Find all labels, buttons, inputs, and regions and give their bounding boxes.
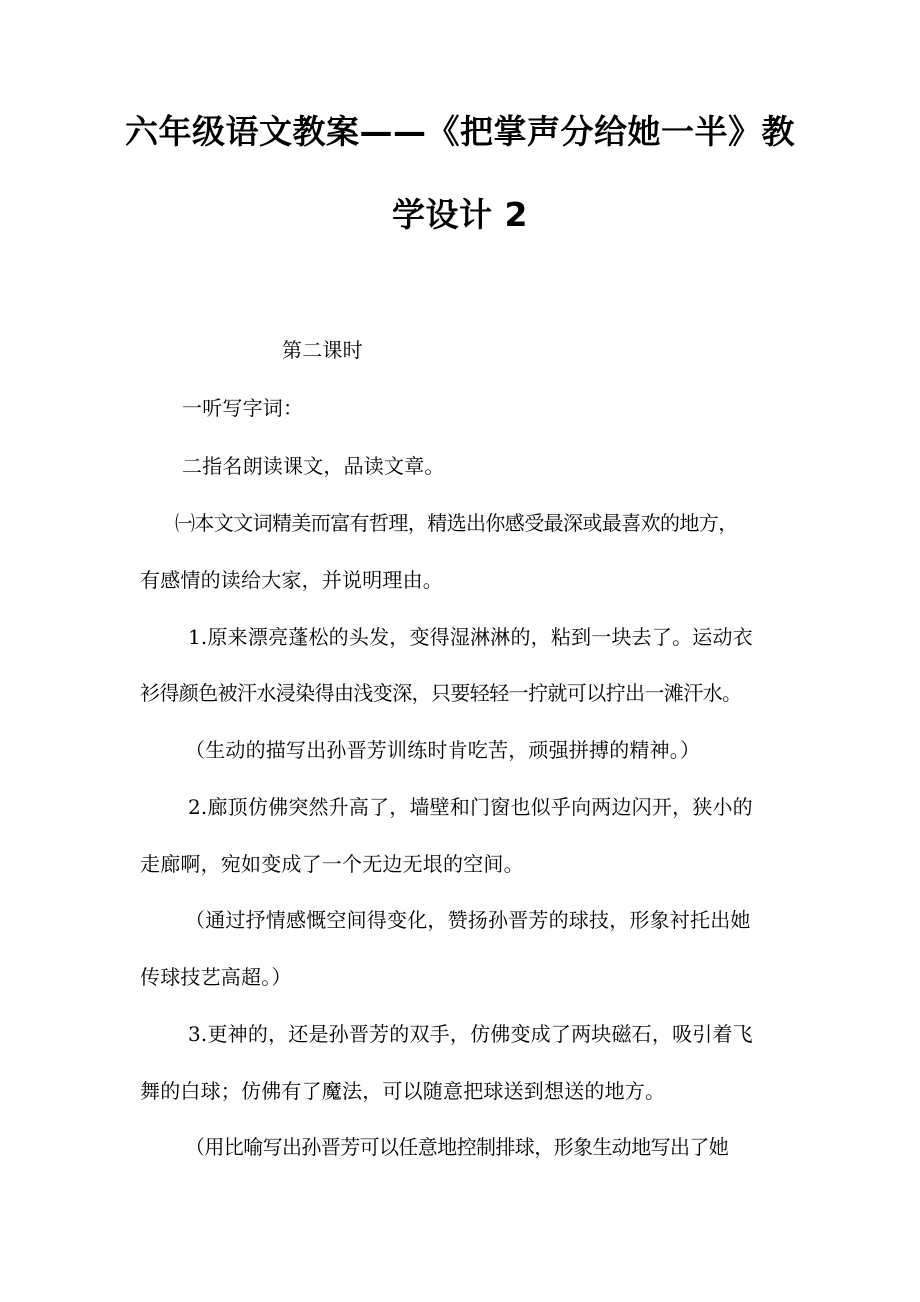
excerpt-2-line-2: 走廊啊，宛如变成了一个无边无垠的空间。 [140,852,524,876]
document-title-line-2: 学设计 2 [392,195,528,234]
excerpt-1-line-2: 衫得颜色被汗水浸染得由浅变深，只要轻轻一拧就可以拧出一滩汗水。 [140,681,742,705]
excerpt-3-line-2: 舞的白球；仿佛有了魔法，可以随意把球送到想送的地方。 [140,1079,666,1103]
excerpt-2-line-1: 2.廊顶仿佛突然升高了，墙壁和门窗也似乎向两边闪开，狭小的 [188,795,753,819]
excerpt-1-line-1: 1.原来漂亮蓬松的头发，变得湿淋淋的，粘到一块去了。运动衣 [188,625,753,649]
excerpt-2-comment-line-1: （通过抒情感慨空间得变化，赞扬孙晋芳的球技，形象衬托出她 [185,908,751,932]
excerpt-1-comment: （生动的描写出孙晋芳训练时肯吃苦，顽强拼搏的精神。） [185,738,701,762]
excerpt-3-comment-line-1: （用比喻写出孙晋芳可以任意地控制排球，形象生动地写出了她 [185,1135,729,1159]
excerpt-2-comment-line-2: 传球技艺高超。） [140,965,292,989]
paragraph-task-line-1: ㈠本文文词精美而富有哲理，精选出你感受最深或最喜欢的地方， [175,511,738,535]
paragraph-dictation: 一听写字词： [182,396,304,420]
paragraph-task-line-2: 有感情的读给大家，并说明理由。 [140,568,443,592]
excerpt-3-line-1: 3.更神的，还是孙晋芳的双手，仿佛变成了两块磁石，吸引着飞 [188,1022,753,1046]
section-heading: 第二课时 [282,338,363,362]
document-title-line-1: 六年级语文教案——《把掌声分给她一半》教 [125,112,795,151]
paragraph-reading: 二指名朗读课文，品读文章。 [182,454,445,478]
